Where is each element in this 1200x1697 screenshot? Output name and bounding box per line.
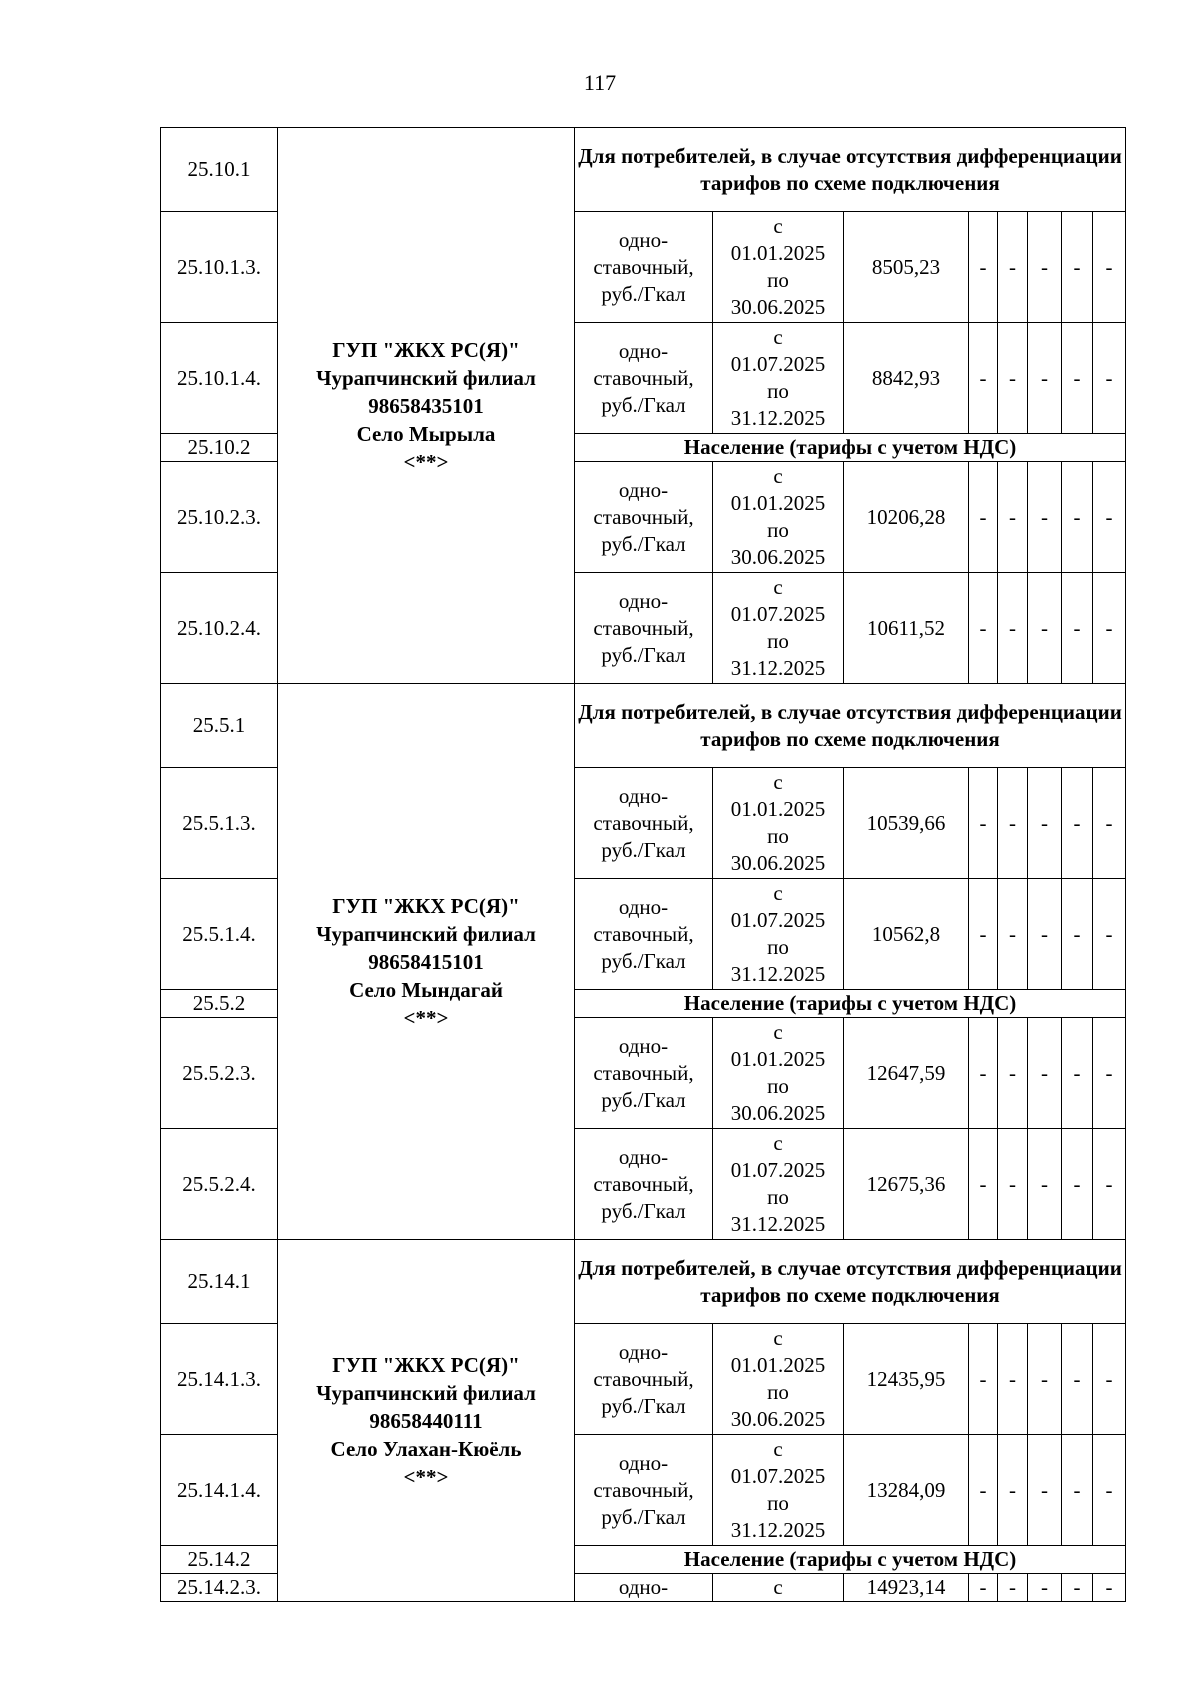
tariff-type: одно- (575, 1574, 713, 1602)
empty-value-dash: - (1028, 1435, 1062, 1546)
row-code: 25.10.1.3. (161, 212, 278, 323)
section-header: Население (тарифы с учетом НДС) (575, 990, 1126, 1018)
tariff-period: с 01.01.2025 по 30.06.2025 (713, 212, 844, 323)
row-code: 25.5.1.3. (161, 768, 278, 879)
empty-value-dash: - (969, 879, 998, 990)
empty-value-dash: - (1028, 1129, 1062, 1240)
row-code: 25.5.2.3. (161, 1018, 278, 1129)
empty-value-dash: - (998, 768, 1028, 879)
empty-value-dash: - (1093, 323, 1126, 434)
empty-value-dash: - (998, 1324, 1028, 1435)
empty-value-dash: - (1062, 1435, 1093, 1546)
empty-value-dash: - (1093, 1018, 1126, 1129)
empty-value-dash: - (1028, 323, 1062, 434)
row-code: 25.5.2.4. (161, 1129, 278, 1240)
section-header: Население (тарифы с учетом НДС) (575, 1546, 1126, 1574)
section-header: Для потребителей, в случае отсутствия дифференциации тарифов по схеме подключения (575, 1240, 1126, 1324)
row-code: 25.14.1 (161, 1240, 278, 1324)
tariff-period: с 01.01.2025 по 30.06.2025 (713, 768, 844, 879)
organization-cell: ГУП "ЖКХ РС(Я)" Чурапчинский филиал 98658435101 Село Мырыла <**> (278, 128, 575, 684)
tariff-value: 12675,36 (844, 1129, 969, 1240)
empty-value-dash: - (998, 573, 1028, 684)
tariff-period: с 01.07.2025 по 31.12.2025 (713, 879, 844, 990)
tariff-period: с 01.07.2025 по 31.12.2025 (713, 573, 844, 684)
empty-value-dash: - (1062, 1129, 1093, 1240)
empty-value-dash: - (1028, 212, 1062, 323)
row-code: 25.14.1.4. (161, 1435, 278, 1546)
empty-value-dash: - (969, 462, 998, 573)
tariff-value: 14923,14 (844, 1574, 969, 1602)
tariff-value: 13284,09 (844, 1435, 969, 1546)
empty-value-dash: - (1062, 212, 1093, 323)
empty-value-dash: - (969, 1574, 998, 1602)
row-code: 25.10.1 (161, 128, 278, 212)
empty-value-dash: - (1062, 768, 1093, 879)
tariff-period: с (713, 1574, 844, 1602)
tariff-period: с 01.07.2025 по 31.12.2025 (713, 1435, 844, 1546)
tariff-period: с 01.01.2025 по 30.06.2025 (713, 1324, 844, 1435)
section-header-row (161, 128, 1126, 212)
tariff-type: одно- ставочный, руб./Гкал (575, 1435, 713, 1546)
tariff-type: одно- ставочный, руб./Гкал (575, 1018, 713, 1129)
tariff-period: с 01.07.2025 по 31.12.2025 (713, 1129, 844, 1240)
empty-value-dash: - (969, 1129, 998, 1240)
empty-value-dash: - (1062, 1574, 1093, 1602)
empty-value-dash: - (1028, 879, 1062, 990)
empty-value-dash: - (969, 768, 998, 879)
tariff-value: 12435,95 (844, 1324, 969, 1435)
tariff-period: с 01.07.2025 по 31.12.2025 (713, 323, 844, 434)
row-code: 25.10.2.3. (161, 462, 278, 573)
tariff-value: 12647,59 (844, 1018, 969, 1129)
tariff-period: с 01.01.2025 по 30.06.2025 (713, 462, 844, 573)
row-code: 25.5.2 (161, 990, 278, 1018)
empty-value-dash: - (1093, 573, 1126, 684)
empty-value-dash: - (1062, 462, 1093, 573)
empty-value-dash: - (969, 573, 998, 684)
tariff-period: с 01.01.2025 по 30.06.2025 (713, 1018, 844, 1129)
section-header: Население (тарифы с учетом НДС) (575, 434, 1126, 462)
empty-value-dash: - (998, 1435, 1028, 1546)
tariff-type: одно- ставочный, руб./Гкал (575, 323, 713, 434)
empty-value-dash: - (998, 462, 1028, 573)
empty-value-dash: - (969, 1018, 998, 1129)
empty-value-dash: - (1062, 323, 1093, 434)
empty-value-dash: - (969, 1324, 998, 1435)
empty-value-dash: - (1028, 1018, 1062, 1129)
tariff-type: одно- ставочный, руб./Гкал (575, 462, 713, 573)
organization-cell: ГУП "ЖКХ РС(Я)" Чурапчинский филиал 98658415101 Село Мындагай <**> (278, 684, 575, 1240)
tariff-type: одно- ставочный, руб./Гкал (575, 573, 713, 684)
empty-value-dash: - (998, 323, 1028, 434)
tariff-type: одно- ставочный, руб./Гкал (575, 768, 713, 879)
empty-value-dash: - (1093, 462, 1126, 573)
empty-value-dash: - (998, 1129, 1028, 1240)
row-code: 25.14.2 (161, 1546, 278, 1574)
empty-value-dash: - (1028, 768, 1062, 879)
empty-value-dash: - (998, 1574, 1028, 1602)
empty-value-dash: - (1093, 879, 1126, 990)
empty-value-dash: - (969, 1435, 998, 1546)
tariff-type: одно- ставочный, руб./Гкал (575, 1129, 713, 1240)
row-code: 25.10.2.4. (161, 573, 278, 684)
empty-value-dash: - (1062, 879, 1093, 990)
tariff-value: 8505,23 (844, 212, 969, 323)
section-header-row (161, 684, 1126, 768)
tariff-type: одно- ставочный, руб./Гкал (575, 1324, 713, 1435)
empty-value-dash: - (1028, 1324, 1062, 1435)
empty-value-dash: - (1093, 1435, 1126, 1546)
tariff-value: 8842,93 (844, 323, 969, 434)
empty-value-dash: - (969, 323, 998, 434)
empty-value-dash: - (1093, 1574, 1126, 1602)
section-header: Для потребителей, в случае отсутствия дифференциации тарифов по схеме подключения (575, 684, 1126, 768)
tariff-type: одно- ставочный, руб./Гкал (575, 212, 713, 323)
row-code: 25.5.1.4. (161, 879, 278, 990)
empty-value-dash: - (1028, 462, 1062, 573)
empty-value-dash: - (1062, 1018, 1093, 1129)
tariff-table (160, 127, 1126, 1602)
empty-value-dash: - (998, 879, 1028, 990)
row-code: 25.14.1.3. (161, 1324, 278, 1435)
empty-value-dash: - (1093, 1129, 1126, 1240)
empty-value-dash: - (1093, 768, 1126, 879)
section-header: Для потребителей, в случае отсутствия дифференциации тарифов по схеме подключения (575, 128, 1126, 212)
empty-value-dash: - (1028, 573, 1062, 684)
row-code: 25.10.1.4. (161, 323, 278, 434)
row-code: 25.5.1 (161, 684, 278, 768)
tariff-value: 10206,28 (844, 462, 969, 573)
empty-value-dash: - (1093, 212, 1126, 323)
tariff-type: одно- ставочный, руб./Гкал (575, 879, 713, 990)
empty-value-dash: - (1093, 1324, 1126, 1435)
empty-value-dash: - (969, 212, 998, 323)
tariff-value: 10611,52 (844, 573, 969, 684)
empty-value-dash: - (998, 212, 1028, 323)
empty-value-dash: - (1028, 1574, 1062, 1602)
section-header-row (161, 1240, 1126, 1324)
tariff-value: 10539,66 (844, 768, 969, 879)
empty-value-dash: - (1062, 1324, 1093, 1435)
tariff-value: 10562,8 (844, 879, 969, 990)
row-code: 25.10.2 (161, 434, 278, 462)
page-number: 117 (583, 70, 617, 95)
empty-value-dash: - (1062, 573, 1093, 684)
organization-cell: ГУП "ЖКХ РС(Я)" Чурапчинский филиал 98658440111 Село Улахан-Кюёль <**> (278, 1240, 575, 1602)
empty-value-dash: - (998, 1018, 1028, 1129)
row-code: 25.14.2.3. (161, 1574, 278, 1602)
